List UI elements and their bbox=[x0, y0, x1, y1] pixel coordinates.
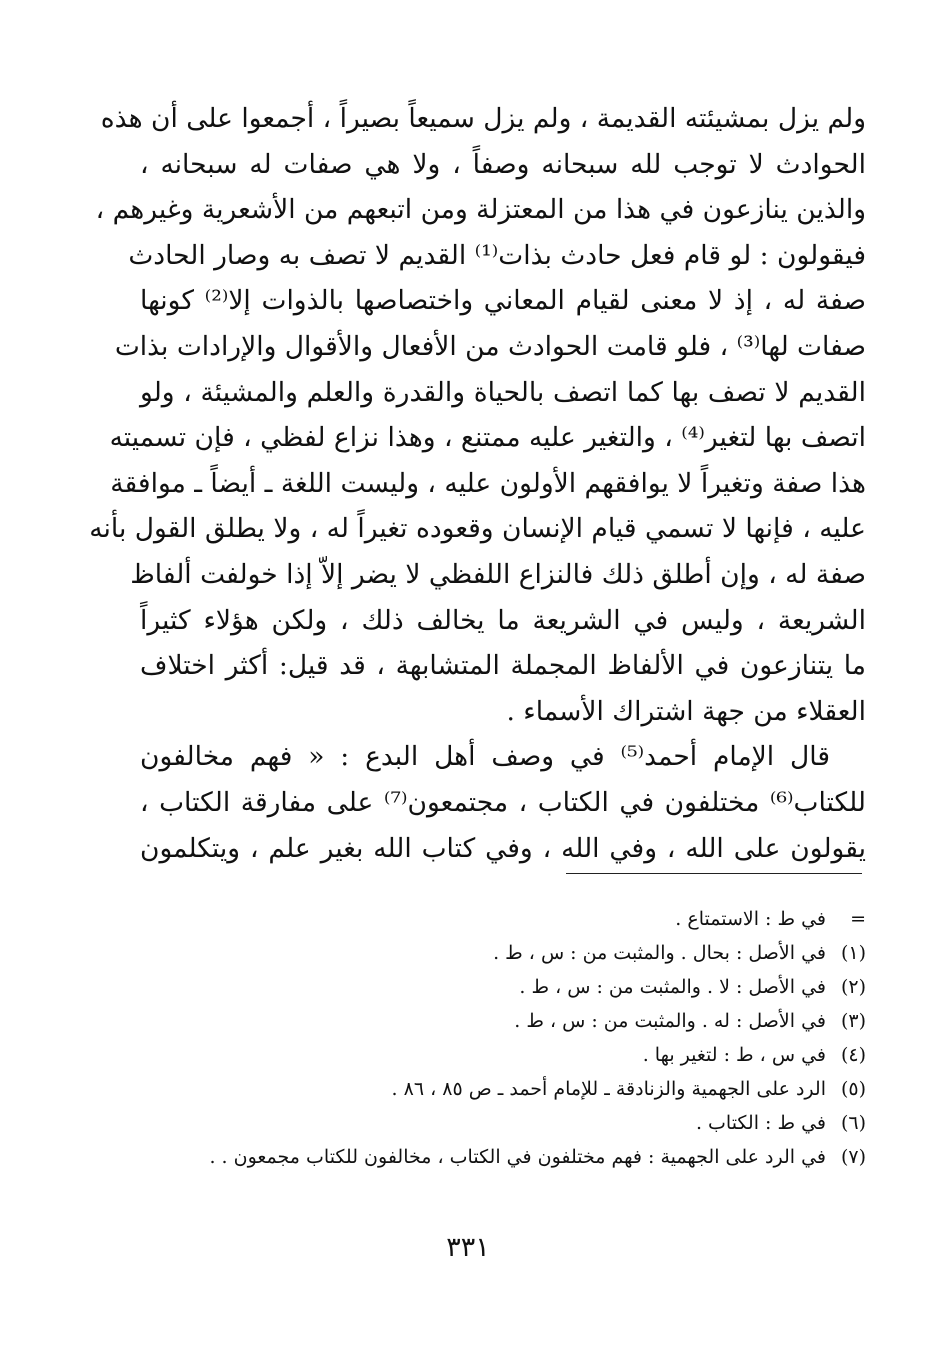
footnote-separator bbox=[566, 873, 862, 874]
paragraph-start-line: قال الإمام أحمد⁽⁵⁾ في وصف أهل البدع : « فهم مخالفون bbox=[140, 741, 830, 773]
footnote-text: الرد على الجهمية والزنادقة ـ للإمام أحمد ـ ص ٨٥ ، ٨٦ . bbox=[391, 1078, 826, 1100]
footnote-number: (٢) bbox=[840, 976, 866, 998]
footnote-text: في الأصل : بحال . والمثبت من : س ، ط . bbox=[493, 942, 826, 964]
footnote-number: (٣) bbox=[840, 1010, 866, 1032]
text-line: صفة له ، وإن أطلق ذلك فالنزاع اللفظي لا يضر إلاّ إذا خولفت ألفاظ bbox=[130, 558, 866, 590]
footnotes bbox=[140, 902, 866, 1174]
text-line: ما يتنازعون في الألفاظ المجملة المتشابهة ، قد قيل: أكثر اختلاف bbox=[140, 650, 866, 682]
text-line: ولم يزل بمشيئته القديمة ، ولم يزل سميعاً بصيراً ، أجمعوا على أن هذه bbox=[100, 103, 866, 134]
footnote-text: في الرد على الجهمية : فهم مختلفون في الكتاب ، مخالفون للكتاب مجمعون . . bbox=[209, 1146, 826, 1168]
text-line: العقلاء من جهة اشتراك الأسماء . bbox=[506, 695, 866, 727]
footnote-number: (٧) bbox=[840, 1146, 866, 1168]
footnote bbox=[140, 1106, 866, 1140]
page-number: ٣٣١ bbox=[446, 1232, 490, 1263]
text-line: هذا صفة وتغيراً لا يوافقهم الأولون عليه ، وليست اللغة ـ أيضاً ـ موافقة bbox=[110, 467, 866, 499]
footnote-text: في ط : الكتاب . bbox=[695, 1112, 826, 1134]
text-line: يقولون على الله ، وفي الله ، وفي كتاب الله بغير علم ، ويتكلمون bbox=[140, 832, 866, 864]
text-line: اتصف بها لتغير⁽⁴⁾ ، والتغير عليه ممتنع ، وهذا نزاع لفظي ، فإن تسميته bbox=[109, 422, 866, 454]
footnote bbox=[140, 1140, 866, 1174]
text-line: صفات لها⁽³⁾ ، فلو قامت الحوادث من الأفعال والأقوال والإرادات بذات bbox=[114, 330, 866, 362]
text-line: للكتاب⁽⁶⁾ مختلفون في الكتاب ، مجتمعون⁽⁷⁾ على مفارقة الكتاب ، bbox=[140, 786, 866, 818]
text-line: القديم لا تصف بها كما اتصف بالحياة والقدرة والعلم والمشيئة ، ولو bbox=[140, 376, 866, 408]
footnote-number: = bbox=[850, 908, 866, 930]
footnote bbox=[140, 902, 866, 936]
text-line: فيقولون : لو قام فعل حادث بذات⁽¹⁾ القديم لا تصف به وصار الحادث bbox=[128, 239, 866, 271]
footnote-text: في س ، ط : لتغير بها . bbox=[642, 1044, 826, 1066]
text-line: صفة له ، إذ لا معنى لقيام المعاني واختصاصها بالذوات إلا⁽²⁾ كونها bbox=[140, 285, 866, 317]
text-line: عليه ، فإنها لا تسمي قيام الإنسان وقعوده تغيراً له ، ولا يطلق القول بأنه bbox=[89, 513, 866, 545]
footnote bbox=[140, 1072, 866, 1106]
footnote-number: (١) bbox=[840, 942, 866, 964]
footnote-number: (٤) bbox=[840, 1044, 866, 1066]
footnote-text: في ط : الاستمتاع . bbox=[675, 908, 826, 930]
footnote-number: (٦) bbox=[840, 1112, 866, 1134]
footnote-number: (٥) bbox=[840, 1078, 866, 1100]
footnote-text: في الأصل : له . والمثبت من : س ، ط . bbox=[514, 1010, 826, 1032]
footnote bbox=[140, 1004, 866, 1038]
text-line: الحوادث لا توجب لله سبحانه وصفاً ، ولا هي صفات له سبحانه ، bbox=[140, 148, 866, 180]
footnote bbox=[140, 936, 866, 970]
footnote bbox=[140, 970, 866, 1004]
footnote bbox=[140, 1038, 866, 1072]
footnote-text: في الأصل : لا . والمثبت من : س ، ط . bbox=[519, 976, 826, 998]
text-line: الشريعة ، وليس في الشريعة ما يخالف ذلك ، ولكن هؤلاء كثيراً bbox=[140, 604, 866, 636]
text-line: والذين ينازعون في هذا من المعتزلة ومن اتبعهم من الأشعرية وغيرهم ، bbox=[95, 194, 866, 226]
main-text bbox=[89, 96, 866, 871]
